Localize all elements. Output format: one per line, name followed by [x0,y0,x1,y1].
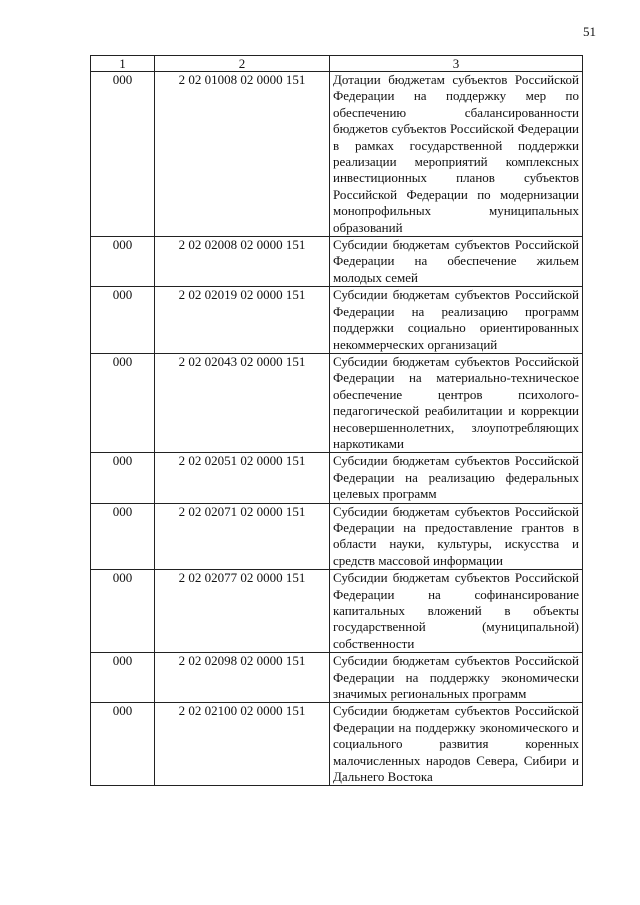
description-cell: Субсидии бюджетам субъектов Российской Федерации на материально-техническое обеспечение центров психолого-педагогической реабилитации и коррекции несовершеннолетних, злоупотребляющих наркотиками [330,353,583,452]
column-header-2: 2 [155,56,330,72]
budget-code-cell: 2 02 02071 02 0000 151 [155,503,330,570]
admin-code-cell: 000 [91,703,155,786]
admin-code-cell: 000 [91,653,155,703]
table-row [91,703,583,786]
description-cell: Дотации бюджетам субъектов Российской Федерации на поддержку мер по обеспечению сбалансированности бюджетов субъектов Российской Федерации в рамках государственной поддержки реализации мероприятий комплексных инвестиционных планов субъектов Российской Федерации по модернизации монопрофильных муниципальных образований [330,72,583,237]
budget-code-cell: 2 02 01008 02 0000 151 [155,72,330,237]
table-row [91,72,583,237]
budget-classification-table [90,55,583,786]
description-cell: Субсидии бюджетам субъектов Российской Федерации на реализацию программ поддержки социально ориентированных некоммерческих организаций [330,287,583,354]
column-header-3: 3 [330,56,583,72]
description-cell: Субсидии бюджетам субъектов Российской Федерации на обеспечение жильем молодых семей [330,237,583,287]
description-cell: Субсидии бюджетам субъектов Российской Федерации на реализацию федеральных целевых программ [330,453,583,503]
table-row [91,503,583,570]
table-row [91,570,583,653]
budget-code-cell: 2 02 02043 02 0000 151 [155,353,330,452]
budget-code-cell: 2 02 02098 02 0000 151 [155,653,330,703]
description-cell: Субсидии бюджетам субъектов Российской Федерации на поддержку экономического и социального развития коренных малочисленных народов Севера, Сибири и Дальнего Востока [330,703,583,786]
table-row [91,353,583,452]
table-row [91,287,583,354]
budget-code-cell: 2 02 02019 02 0000 151 [155,287,330,354]
admin-code-cell: 000 [91,570,155,653]
budget-code-cell: 2 02 02051 02 0000 151 [155,453,330,503]
admin-code-cell: 000 [91,453,155,503]
admin-code-cell: 000 [91,353,155,452]
description-cell: Субсидии бюджетам субъектов Российской Федерации на софинансирование капитальных вложений в объекты государственной (муниципальной) собственности [330,570,583,653]
column-header-1: 1 [91,56,155,72]
table-row [91,453,583,503]
admin-code-cell: 000 [91,287,155,354]
table-header-row [91,56,583,72]
admin-code-cell: 000 [91,72,155,237]
budget-code-cell: 2 02 02008 02 0000 151 [155,237,330,287]
description-cell: Субсидии бюджетам субъектов Российской Федерации на поддержку экономически значимых региональных программ [330,653,583,703]
admin-code-cell: 000 [91,237,155,287]
budget-code-cell: 2 02 02100 02 0000 151 [155,703,330,786]
table-row [91,653,583,703]
admin-code-cell: 000 [91,503,155,570]
page-number: 51 [583,24,596,39]
description-cell: Субсидии бюджетам субъектов Российской Федерации на предоставление грантов в области науки, культуры, искусства и средств массовой информации [330,503,583,570]
budget-code-cell: 2 02 02077 02 0000 151 [155,570,330,653]
table-row [91,237,583,287]
